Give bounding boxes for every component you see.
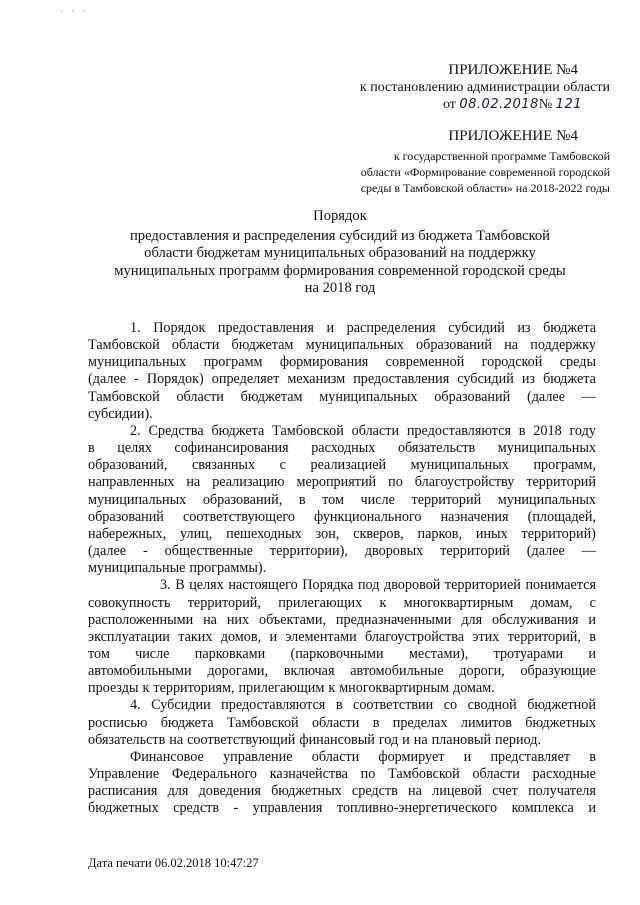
body-line: набережных, улиц, пешеходных зон, скверов, парков, иных территорий): [88, 525, 596, 542]
body-line: 4. Субсидии предоставляются в соответствии со сводной бюджетной: [130, 697, 596, 714]
heading-line: предоставления и распределения субсидий из бюджета Тамбовской: [130, 227, 550, 244]
body-line: расположенными на них объектами, предназначенными для обслуживания и: [88, 611, 596, 628]
appendix-admin-title: ПРИЛОЖЕНИЕ №4: [448, 62, 578, 78]
body-line: Управление Федерального казначейства по Тамбовской области расходные: [88, 766, 596, 783]
handwritten-number: 121: [555, 97, 582, 112]
body-line: муниципальных образований, в том числе территорий муниципальных: [88, 491, 596, 508]
body-line: росписью бюджета Тамбовской области в пределах лимитов бюджетных: [88, 714, 596, 731]
body-line: (далее - общественные территории), дворовых территорий (далее —: [88, 543, 596, 560]
body-line: муниципальных программ формирования современной городской среды: [88, 354, 596, 371]
date-prefix: от: [442, 97, 456, 112]
body-line: Тамбовской области бюджетам муниципальных образований (далее —: [88, 388, 596, 405]
heading-line: муниципальных программ формирования современной городской среды: [114, 262, 566, 279]
body-line: эксплуатации таких домов, и элементами благоустройства этих территорий, в: [88, 628, 596, 645]
scan-marks: · · ·: [60, 6, 89, 16]
body-line: образований соответствующего функционального назначения (площадей,: [88, 508, 596, 525]
body-line: образований, связанных с реализацией муниципальных программ,: [88, 457, 596, 474]
body-line: муниципальные программы).: [88, 560, 267, 577]
appendix-admin-date-line: [330, 96, 610, 113]
body-line: проезды к территориям, прилегающим к многоквартирным домам.: [88, 680, 495, 697]
body-line: автомобильными дорогами, включая автомобильные дороги, образующие: [88, 663, 596, 680]
body-line: в целях софинансирования расходных обязательств муниципальных: [88, 440, 596, 457]
appendix-program-line: к государственной программе Тамбовской: [393, 149, 610, 163]
heading-line: на 2018 год: [304, 280, 376, 296]
body-line: 2. Средства бюджета Тамбовской области предоставляются в 2018 году: [130, 422, 596, 439]
number-prefix: №: [538, 97, 553, 112]
heading-lines: [90, 228, 590, 298]
appendix-program-block: [300, 128, 610, 196]
body-line: обязательств на соответствующий финансовый год и на плановый период.: [88, 731, 542, 748]
document-heading: [90, 208, 590, 298]
body-line: субсидии).: [88, 405, 153, 422]
appendix-program-lines: [300, 148, 610, 196]
body-line: том числе парковками (парковочными местами), тротуарами и: [88, 645, 596, 662]
print-date: Дата печати 06.02.2018 10:47:27: [88, 856, 259, 870]
document-body: [88, 320, 596, 818]
body-line: расписания для доведения бюджетных средств на лицевой счет получателя: [88, 783, 596, 800]
body-line: (далее - Порядок) определяет механизм предоставления субсидий из бюджета: [88, 371, 596, 388]
body-line: бюджетных средств - управления топливно-энергетического комплекса и: [88, 800, 596, 817]
appendix-program-title: ПРИЛОЖЕНИЕ №4: [448, 128, 578, 144]
appendix-admin-block: [330, 62, 610, 113]
appendix-program-line: области «Формирование современной городской: [360, 165, 610, 179]
appendix-admin-line: к постановлению администрации области: [359, 80, 610, 95]
heading-word: Порядок: [313, 208, 367, 224]
appendix-program-line: среды в Тамбовской области» на 2018-2022 годы: [360, 181, 610, 195]
heading-line: области бюджетам муниципальных образований на поддержку: [144, 245, 536, 261]
body-line: Тамбовской области бюджетам муниципальных образований на поддержку: [88, 337, 596, 354]
body-line: 3. В целях настоящего Порядка под дворовой территорией понимается: [160, 577, 596, 594]
body-line: 1. Порядок предоставления и распределения субсидий из бюджета: [130, 320, 596, 336]
body-line: направленных на реализацию мероприятий по благоустройству территорий: [88, 474, 596, 491]
body-line: Финансовое управление области формирует и представляет в: [130, 748, 596, 765]
body-line: совокупность территорий, прилегающих к многоквартирным домам, с: [88, 594, 596, 611]
handwritten-date: 08.02.2018: [459, 97, 539, 112]
